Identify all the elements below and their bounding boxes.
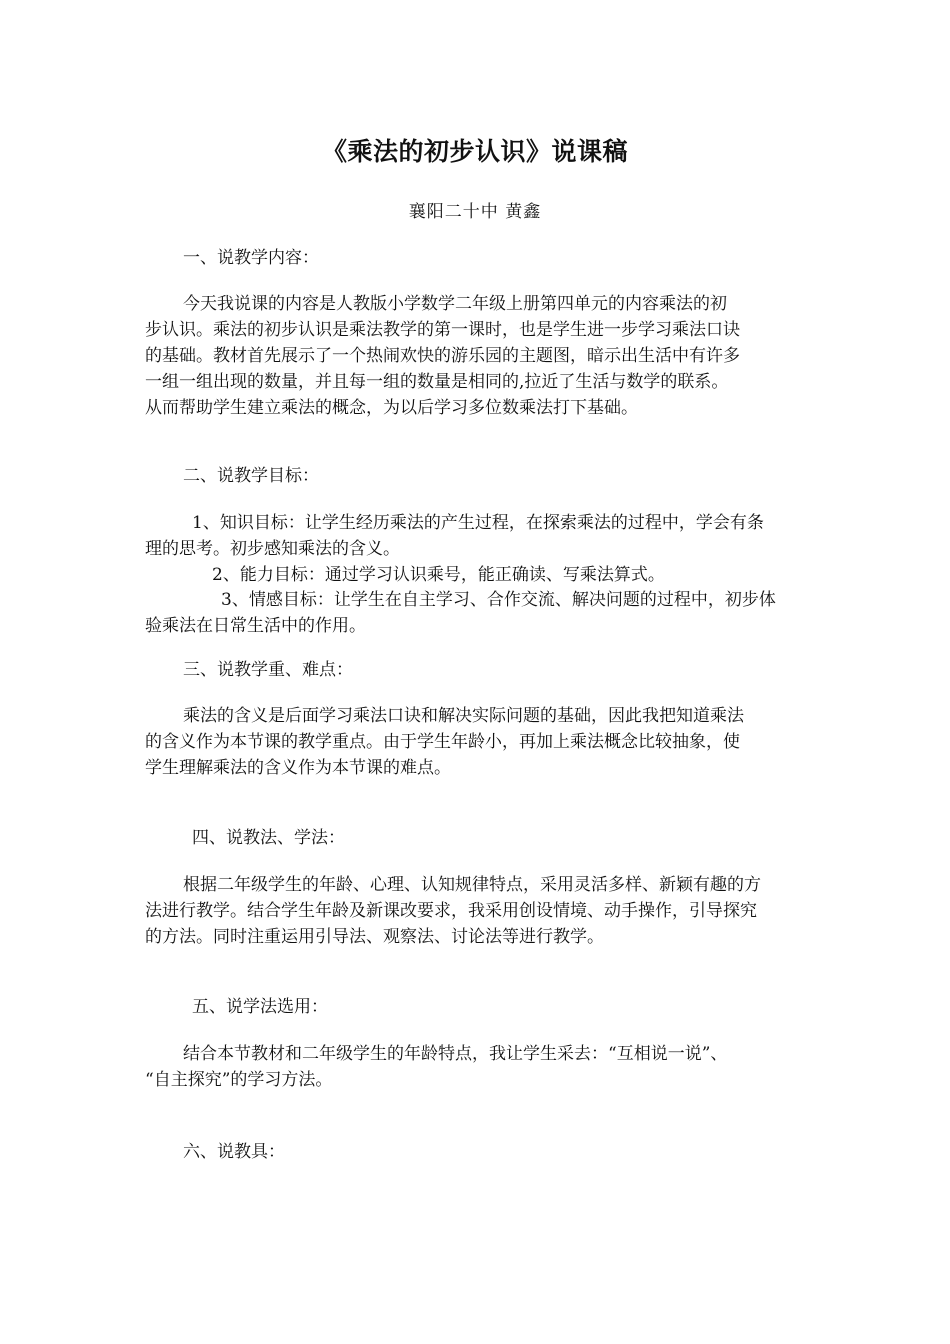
section-heading-key-points: 三、说教学重、难点： [183, 660, 353, 680]
paragraph-line: 一组一组出现的数量，并且每一组的数量是相同的,拉近了生活与数学的联系。 [145, 372, 729, 392]
goal-emotion: 3、情感目标：让学生在自主学习、合作交流、解决问题的过程中，初步体 [221, 590, 776, 610]
section-paragraph-learning-methods [145, 1041, 807, 1093]
section-paragraph-key-points [145, 703, 807, 781]
section-heading-learning-methods: 五、说学法选用： [192, 997, 328, 1017]
goal-knowledge-cont: 理的思考。初步感知乘法的含义。 [145, 539, 400, 559]
paragraph-line: “自主探究”的学习方法。 [145, 1070, 333, 1090]
paragraph-line: 乘法的含义是后面学习乘法口诀和解决实际问题的基础，因此我把知道乘法 [183, 706, 744, 726]
section-heading-content: 一、说教学内容： [183, 248, 319, 268]
paragraph-line: 今天我说课的内容是人教版小学数学二年级上册第四单元的内容乘法的初 [183, 294, 727, 314]
section-heading-methods: 四、说教法、学法： [192, 828, 345, 848]
goal-knowledge: 1、知识目标：让学生经历乘法的产生过程，在探索乘法的过程中，学会有条 [192, 513, 764, 533]
paragraph-line: 从而帮助学生建立乘法的概念，为以后学习多位数乘法打下基础。 [145, 398, 638, 418]
document-author: 襄阳二十中 黄鑫 [408, 202, 542, 222]
goal-emotion-cont: 验乘法在日常生活中的作用。 [145, 616, 366, 636]
paragraph-line: 步认识。乘法的初步认识是乘法教学的第一课时，也是学生进一步学习乘法口诀 [145, 320, 740, 340]
paragraph-line: 的方法。同时注重运用引导法、观察法、讨论法等进行教学。 [145, 927, 604, 947]
paragraph-line: 的含义作为本节课的教学重点。由于学生年龄小，再加上乘法概念比较抽象，使 [145, 732, 740, 752]
paragraph-line: 法进行教学。结合学生年龄及新课改要求，我采用创设情境、动手操作，引导探究 [145, 901, 757, 921]
section-paragraph-methods [145, 872, 807, 950]
section-paragraph-content [145, 291, 807, 421]
section-heading-teaching-aids: 六、说教具： [183, 1142, 285, 1162]
paragraph-line: 的基础。教材首先展示了一个热闹欢快的游乐园的主题图，暗示出生活中有许多 [145, 346, 740, 366]
document-title: 《乘法的初步认识》说课稿 [321, 137, 628, 166]
paragraph-line: 结合本节教材和二年级学生的年龄特点，我让学生采去：“互相说一说”、 [183, 1044, 728, 1064]
paragraph-line: 学生理解乘法的含义作为本节课的难点。 [145, 758, 451, 778]
paragraph-line: 根据二年级学生的年龄、心理、认知规律特点，采用灵活多样、新颖有趣的方 [183, 875, 761, 895]
section-heading-objectives: 二、说教学目标： [183, 466, 319, 486]
goal-ability: 2、能力目标：通过学习认识乘号，能正确读、写乘法算式。 [212, 565, 665, 585]
